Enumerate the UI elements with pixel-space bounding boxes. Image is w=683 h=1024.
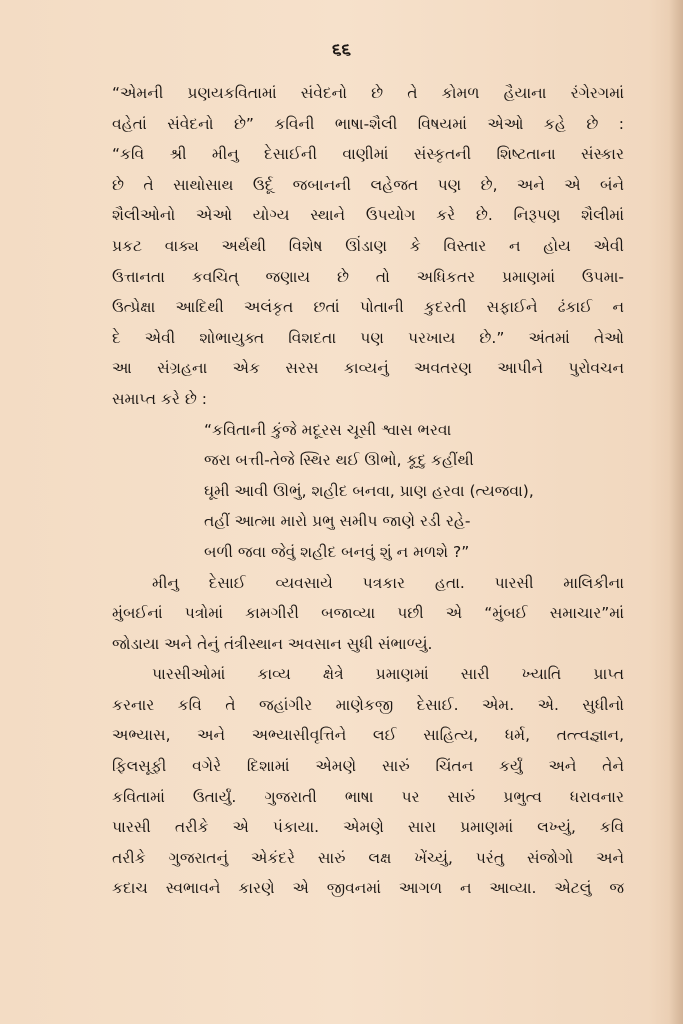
verse-line: ઘૂમી આવી ઊભું, શહીદ બનવા, પ્રાણ હરવા (ત્યજવા),: [204, 481, 534, 500]
page-spine-shadow: [669, 0, 683, 1024]
text-line: જોડાયા અને તેનું તંત્રીસ્થાન અવસાન સુધી સંભાળ્યું.: [112, 634, 433, 653]
text-line: પ્રકટ વાક્ય અર્થથી વિશેષ ઊંડાણ કે વિસ્તાર ન હોય એવી: [112, 236, 624, 255]
text-line: કવિતામાં ઉતાર્યું. ગુજરાતી ભાષા પર સારું પ્રભુત્વ ધરાવનાર: [112, 787, 624, 806]
text-line: પારસીઓમાં કાવ્ય ક્ષેત્રે પ્રમાણમાં સારી ખ્યાતિ પ્રાપ્ત: [152, 665, 624, 684]
text-line: મીનુ દેસાઈ વ્યવસાયે પત્રકાર હતા. પારસી માલિકીના: [152, 573, 624, 592]
text-line: દે એવી શોભાયુક્ત વિશદતા પણ પરખાય છે.” અંતમાં તેઓ: [112, 328, 624, 347]
text-line: “એમની પ્રણયકવિતામાં સંવેદનો છે તે કોમળ હૈયાના રંગેરગમાં: [112, 84, 624, 102]
text-line: કદાચ સ્વભાવને કારણે એ જીવનમાં આગળ ન આવ્યા. એટલું જ: [112, 879, 624, 898]
text-line: ઉત્પ્રેક્ષા આદિથી અલંકૃત છતાં પોતાની કુદરતી સફાઈને ઢંકાઈ ન: [112, 298, 624, 317]
verse-line: તહીં આત્મા મારો પ્રભુ સમીપ જાણે રડી રહે-: [204, 512, 471, 531]
text-line: તરીકે ગુજરાતનું એકંદરે સારું લક્ષ ખેંચ્યું, પરંતુ સંજોગો અને: [112, 848, 624, 867]
text-line: પારસી તરીકે એ પંકાયા. એમણે સારા પ્રમાણમાં લખ્યું, કવિ: [112, 818, 624, 837]
text-line: મુંબઈનાં પત્રોમાં કામગીરી બજાવ્યા પછી એ “મુંબઈ સમાચાર”માં: [112, 604, 624, 623]
page-number: ૬૬: [331, 40, 352, 60]
text-line: અભ્યાસ, અને અભ્યાસીવૃત્તિને લઈ સાહિત્ય, ધર્મ, તત્ત્વજ્ઞાન,: [112, 726, 624, 745]
verse-line: જરા બત્તી-તેજે સ્થિર થઈ ઊભો, કૂદુ કહીંથી: [204, 451, 474, 470]
verse-line: બળી જવા જેવું શહીદ બનવું શું ન મળશે ?”: [204, 542, 470, 561]
body-text: [112, 78, 624, 904]
verse-line: “કવિતાની કુંજે મદૂરસ ચૂસી શ્વાસ ભરવા: [204, 420, 452, 439]
text-line: “કવિ શ્રી મીનુ દેસાઈની વાણીમાં સંસ્કૃતની શિષ્ટતાના સંસ્કાર: [112, 145, 624, 164]
text-line: છે તે સાથોસાથ ઉર્દૂ જબાનની લહેજત પણ છે, અને એ બંને: [112, 175, 624, 194]
text-line: આ સંગ્રહના એક સરસ કાવ્યનું અવતરણ આપીને પુરોવચન: [112, 359, 624, 378]
text-line: ફિલસૂફી વગેરે દિશામાં એમણે સારું ચિંતન કર્યું અને તેને: [112, 757, 624, 776]
text-line: ઉત્તાનતા કવચિત્ જણાય છે તો અધિકતર પ્રમાણમાં ઉપમા-: [112, 267, 624, 286]
text-line: કરનાર કવિ તે જહાંગીર માણેકજી દેસાઈ. એમ. એ. સુધીનો: [112, 695, 624, 714]
text-line: શૈલીઓનો એઓ યોગ્ય સ્થાને ઉપયોગ કરે છે. નિરૂપણ શૈલીમાં: [112, 206, 624, 225]
text-line: વહેતાં સંવેદનો છે” કવિની ભાષા-શૈલી વિષયમાં એઓ કહે છે :: [112, 114, 624, 133]
text-line: સમાપ્ત કરે છે :: [112, 389, 207, 408]
